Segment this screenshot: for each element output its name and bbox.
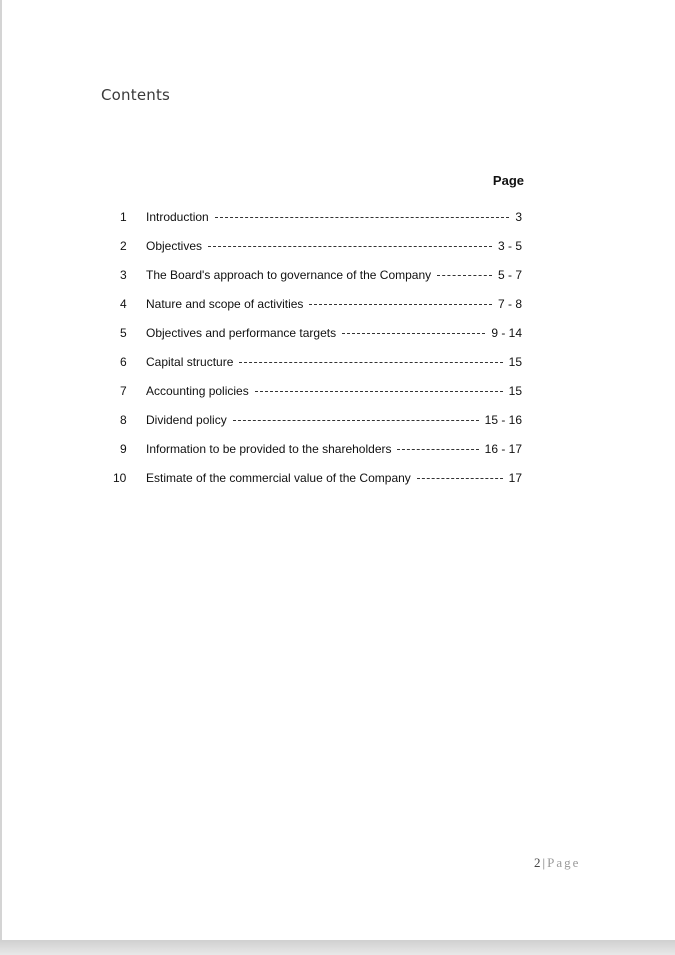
- toc-page-range: 5 - 7: [497, 268, 522, 282]
- toc-page-range: 7 - 8: [497, 297, 522, 311]
- toc-row[interactable]: [112, 268, 522, 297]
- footer-page-word: Page: [547, 855, 581, 870]
- contents-heading: Contents: [101, 86, 171, 104]
- toc-page-range: 15: [508, 384, 522, 398]
- page-footer: [534, 855, 580, 871]
- toc-page-range: 15: [508, 355, 522, 369]
- footer-page-number: 2: [534, 855, 541, 870]
- toc-number: 2: [120, 239, 127, 253]
- toc-row[interactable]: [112, 471, 522, 500]
- toc-row[interactable]: [112, 326, 522, 355]
- toc-page-range: 15 - 16: [484, 413, 522, 427]
- toc-number: 6: [120, 355, 127, 369]
- toc-number: 9: [120, 442, 127, 456]
- toc-title: Objectives: [146, 239, 203, 253]
- toc-row[interactable]: [112, 239, 522, 268]
- toc-row[interactable]: [112, 355, 522, 384]
- page-bottom-edge: [0, 940, 675, 955]
- toc-row[interactable]: [112, 384, 522, 413]
- toc-page-range: 3 - 5: [497, 239, 522, 253]
- toc-number: 7: [120, 384, 127, 398]
- footer-separator: |: [542, 855, 546, 870]
- toc-title: Dividend policy: [146, 413, 227, 427]
- table-of-contents: [112, 210, 522, 500]
- toc-page-range: 3: [515, 210, 522, 224]
- toc-title: Information to be provided to the shareholders: [146, 442, 392, 456]
- toc-title: The Board's approach to governance of the Company: [146, 268, 432, 282]
- toc-leader: [309, 303, 492, 305]
- toc-leader: [417, 477, 503, 479]
- toc-number: 3: [120, 268, 127, 282]
- toc-row[interactable]: [112, 210, 522, 239]
- toc-row[interactable]: [112, 442, 522, 471]
- toc-leader: [208, 245, 492, 247]
- toc-page-range: 17: [508, 471, 522, 485]
- toc-page-range: 16 - 17: [484, 442, 522, 456]
- toc-title: Nature and scope of activities: [146, 297, 304, 311]
- toc-row[interactable]: [112, 297, 522, 326]
- toc-leader: [397, 448, 478, 450]
- toc-title: Capital structure: [146, 355, 234, 369]
- toc-leader: [215, 216, 510, 218]
- toc-title: Accounting policies: [146, 384, 249, 398]
- toc-title: Introduction: [146, 210, 209, 224]
- toc-number: 10: [113, 471, 127, 485]
- toc-leader: [437, 274, 492, 276]
- toc-leader: [255, 390, 503, 392]
- toc-leader: [233, 419, 479, 421]
- toc-leader: [239, 361, 502, 363]
- toc-number: 5: [120, 326, 127, 340]
- toc-page-range: 9 - 14: [491, 326, 522, 340]
- toc-leader: [342, 332, 485, 334]
- toc-row[interactable]: [112, 413, 522, 442]
- toc-number: 8: [120, 413, 127, 427]
- toc-number: 1: [120, 210, 127, 224]
- toc-number: 4: [120, 297, 127, 311]
- toc-title: Objectives and performance targets: [146, 326, 337, 340]
- page-column-heading: Page: [492, 173, 524, 188]
- toc-title: Estimate of the commercial value of the Company: [146, 471, 411, 485]
